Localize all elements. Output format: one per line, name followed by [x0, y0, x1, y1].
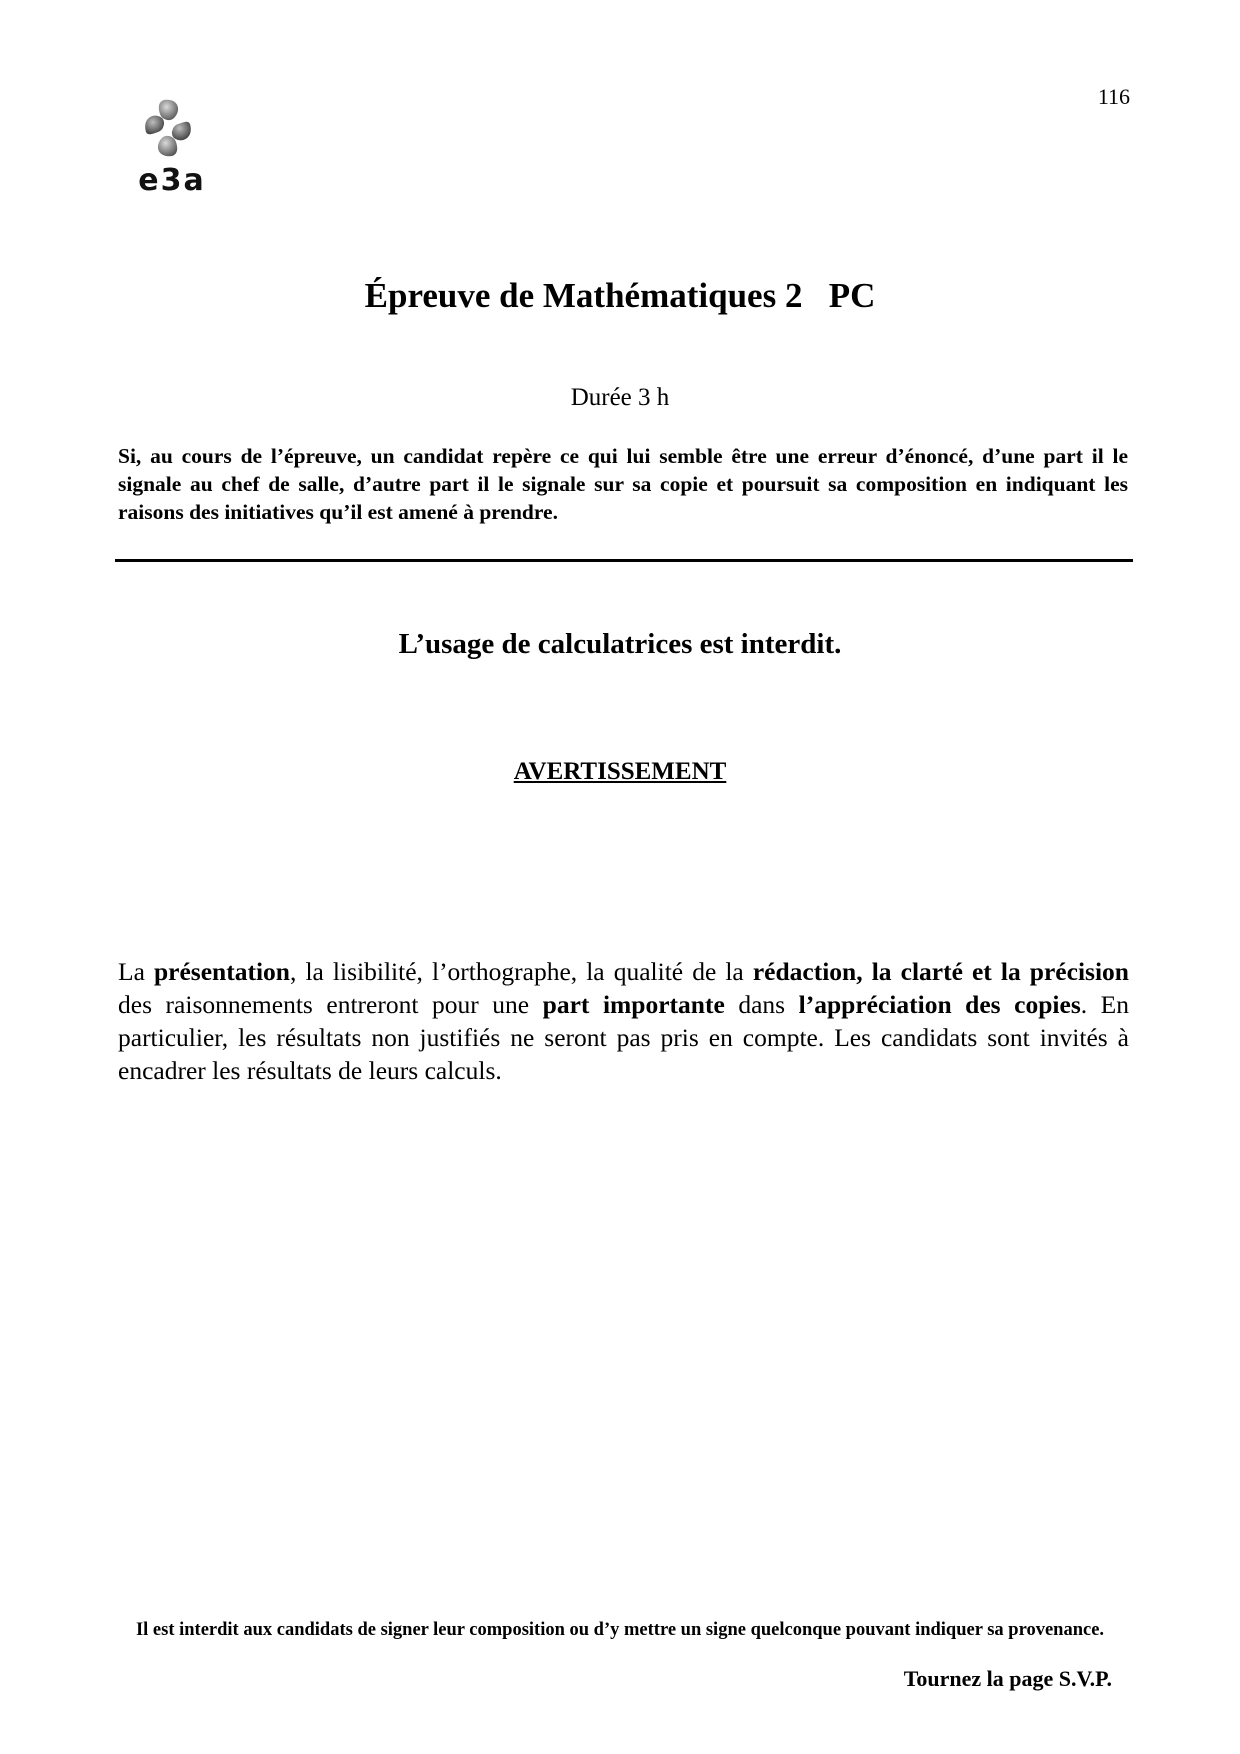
- text-segment: . En particulier, les résultats non justifiés ne seront pas pris en compte. Les candidats sont invités à encadrer les résultats de leurs calculs.: [118, 990, 1130, 1085]
- horizontal-divider: [115, 559, 1133, 562]
- e3a-logo: [118, 98, 226, 194]
- text-segment: dans: [724, 990, 799, 1019]
- signature-prohibition-notice: Il est interdit aux candidats de signer leur composition ou d’y mettre un signe quelconque pouvant indiquer sa provenance.: [135, 1620, 1105, 1640]
- avertissement-heading: AVERTISSEMENT: [513, 758, 727, 785]
- exam-duration: Durée 3 h: [570, 384, 670, 411]
- calculator-notice: L’usage de calculatrices est interdit.: [398, 628, 842, 660]
- text-segment-bold: l’appréciation des copies: [798, 990, 1081, 1019]
- e3a-logo-icon: [118, 98, 226, 194]
- text-segment-bold: part importante: [542, 990, 725, 1019]
- text-segment-bold: rédaction, la clarté et la précision: [752, 957, 1129, 986]
- exam-title: Épreuve de Mathématiques 2 PC: [364, 276, 876, 315]
- text-segment: , la lisibilité, l’orthographe, la qualité de la: [289, 957, 753, 986]
- error-reporting-notice: Si, au cours de l’épreuve, un candidat repère ce qui lui semble être une erreur d’énoncé, d’une part il le signale au chef de salle, d’autre part il le signale sur sa copie et poursuit sa composition en indiquant les raisons des initiatives qu’il est amené à prendre.: [118, 444, 1128, 524]
- page-number: 116: [1097, 84, 1130, 109]
- text-segment-bold: présentation: [153, 957, 290, 986]
- text-segment: des raisonnements entreront pour une: [118, 990, 543, 1019]
- logo-text: e3a: [138, 163, 206, 194]
- avertissement-paragraph: [118, 955, 1129, 1087]
- turn-page-notice: Tournez la page S.V.P.: [903, 1666, 1112, 1691]
- text-segment: La: [118, 957, 154, 986]
